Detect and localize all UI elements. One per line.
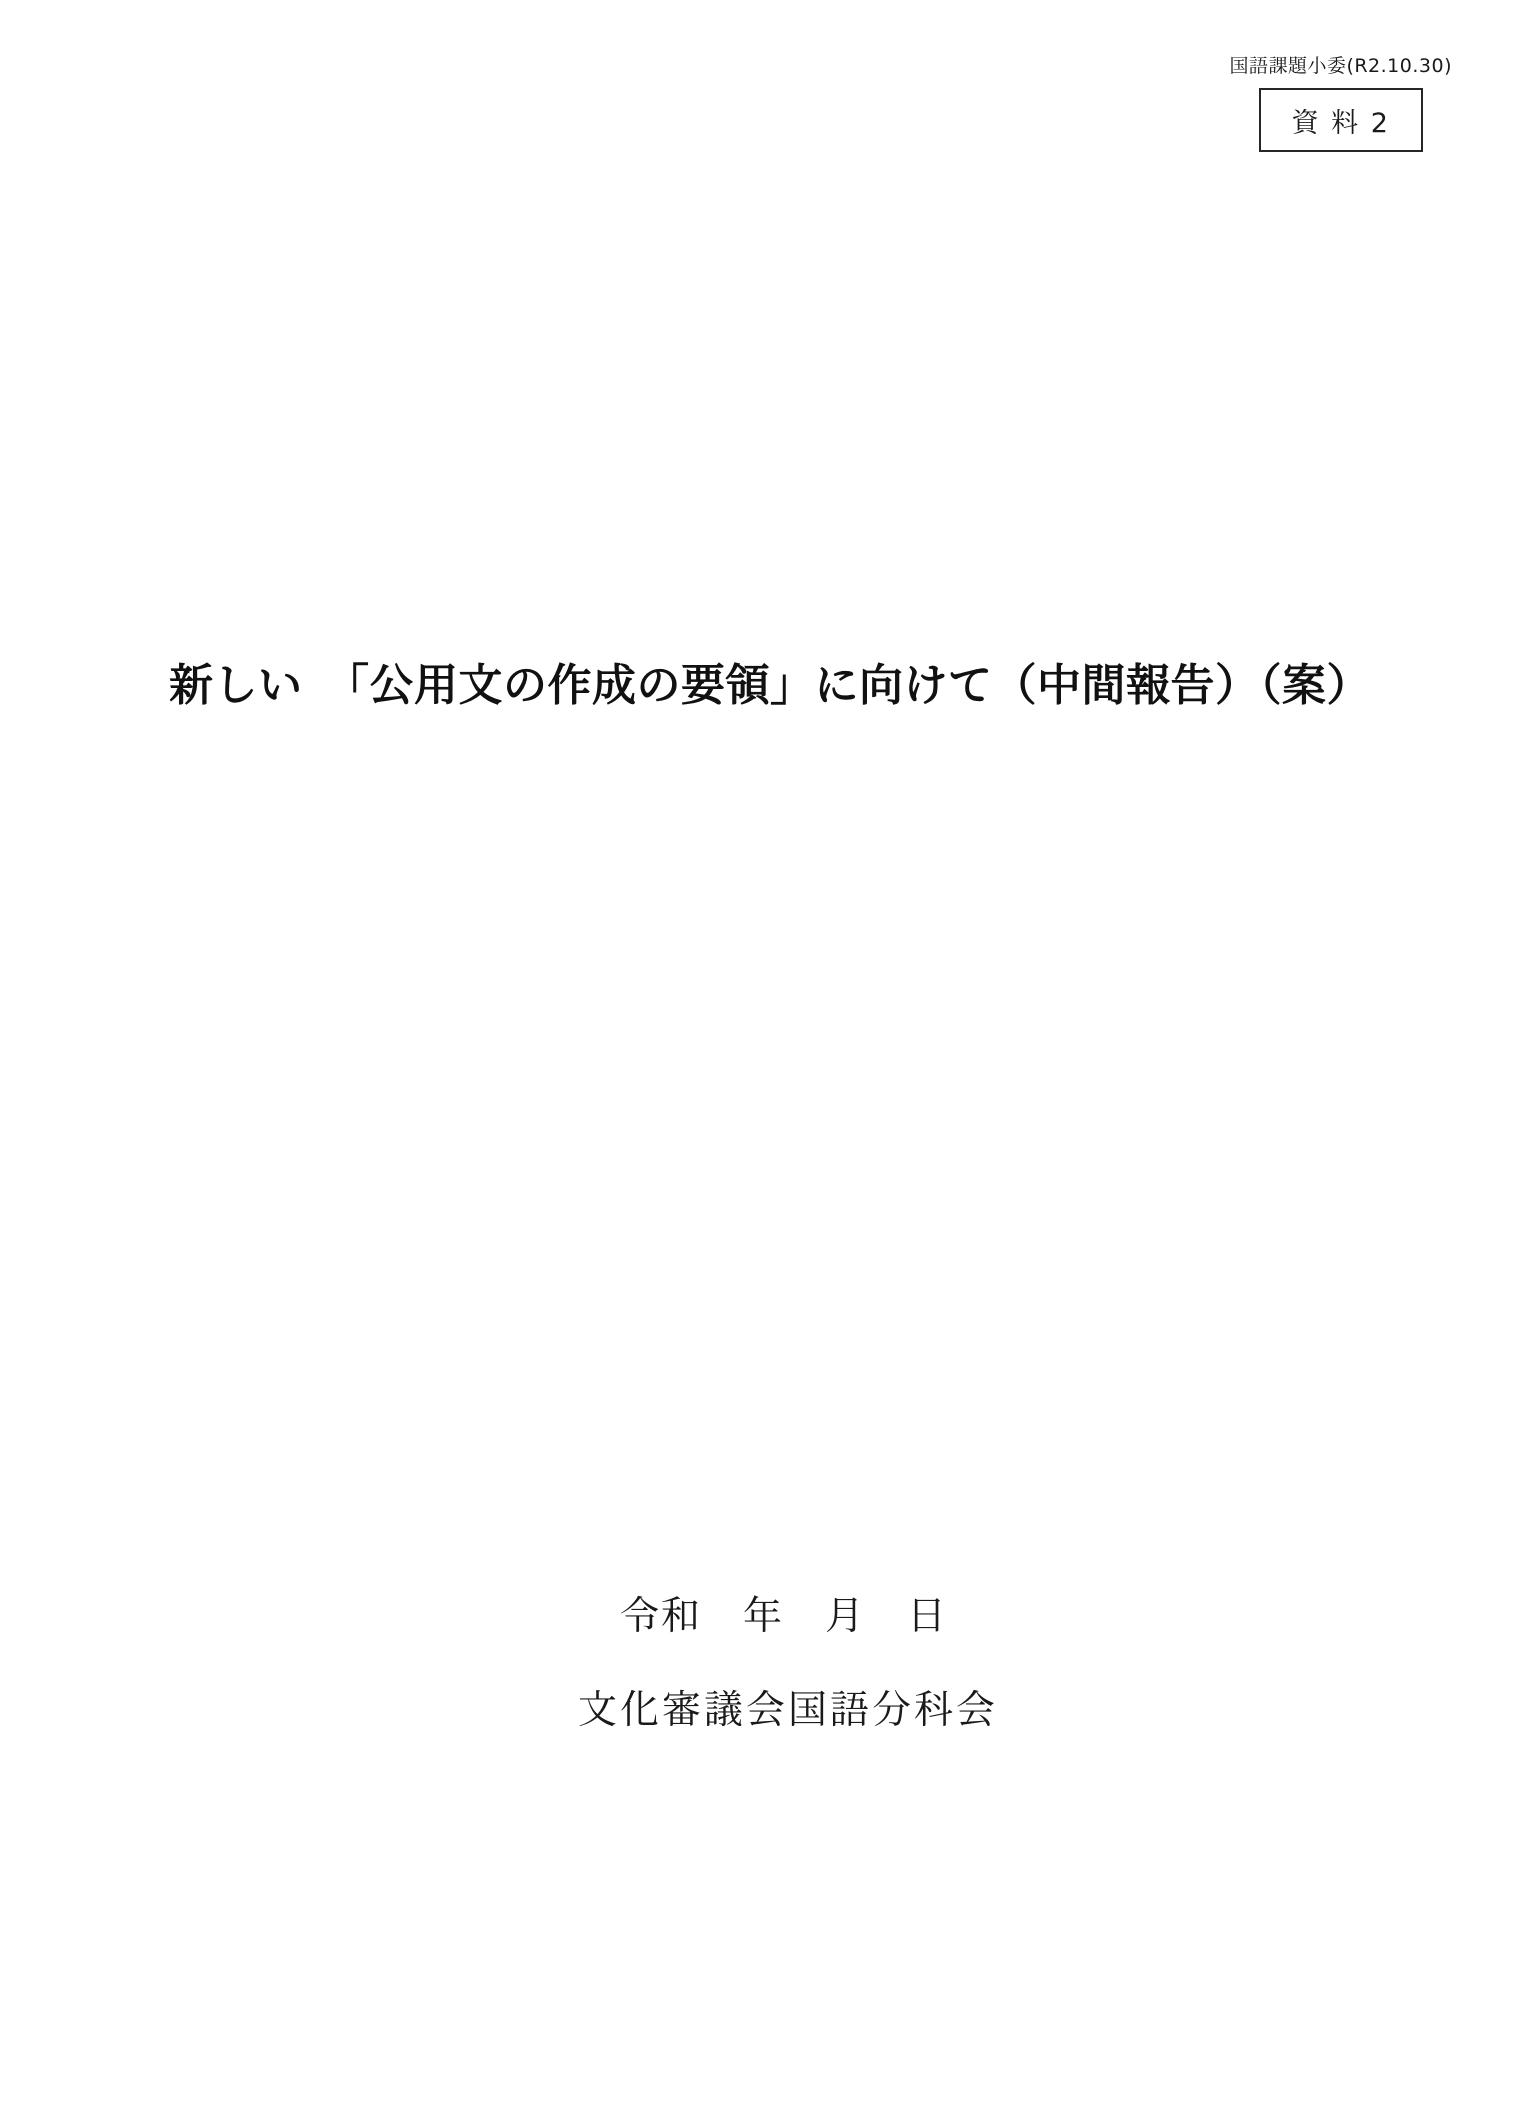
committee-note: 国語課題小委(R2.10.30)	[1229, 55, 1452, 77]
document-label: 資 料 2	[1291, 107, 1390, 139]
organization-name: 文化審議会国語分科会	[577, 1688, 998, 1733]
header-block	[1229, 54, 1452, 152]
document-title: 新しい 「公用文の作成の要領」に向けて（中間報告）（案）	[169, 660, 1371, 712]
date-line: 令和 年 月 日	[619, 1594, 948, 1639]
document-label-box	[1259, 88, 1423, 152]
